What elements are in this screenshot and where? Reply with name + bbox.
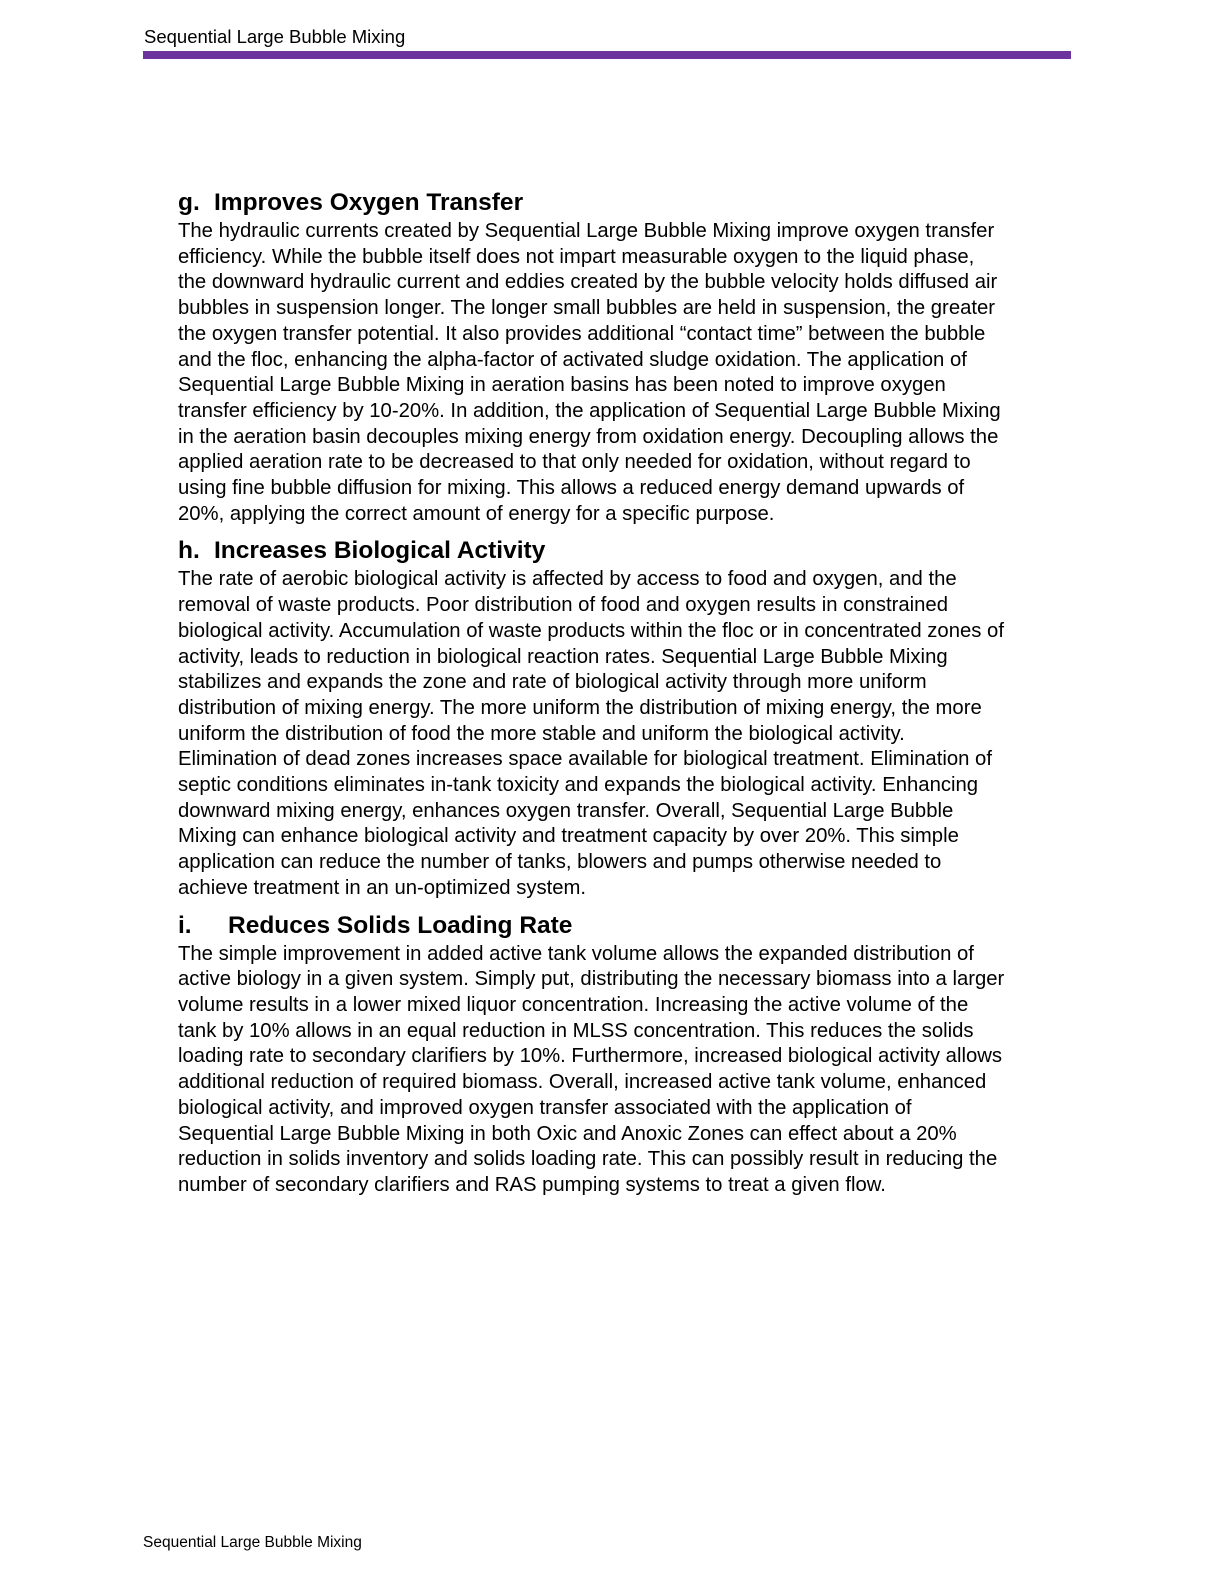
section-heading [178, 909, 1078, 943]
section-paragraph: The simple improvement in added active tank volume allows the expanded distribution of active biology in a given system. Simply put, distributing the necessary biomass into a larger volume results in a lower mixed liquor concentration. Increasing the active volume of the tank by 10% allows in an equal reduction in MLSS concentration. This reduces the solids loading rate to secondary clarifiers by 10%. Furthermore, increased biological activity allows additional reduction of required biomass. Overall, increased active tank volume, enhanced biological activity, and improved oxygen transfer associated with the application of Sequential Large Bubble Mixing in both Oxic and Anoxic Zones can effect about a 20% reduction in solids inventory and solids loading rate. This can possibly result in reducing the number of secondary clarifiers and RAS pumping systems to treat a given flow. [178, 942, 1005, 1196]
page-header [143, 24, 1071, 59]
section-letter: h. [178, 537, 200, 565]
header-rule [143, 51, 1071, 59]
section-h [178, 534, 1078, 901]
section-letter: i. [178, 911, 192, 939]
section-letter: g. [178, 189, 200, 216]
header-title: Sequential Large Bubble Mixing [144, 26, 406, 47]
section-title: Reduces Solids Loading Rate [228, 911, 573, 939]
section-heading [178, 186, 1078, 220]
section-i [178, 909, 1078, 1199]
section-title: Improves Oxygen Transfer [214, 189, 524, 216]
section-paragraph: The rate of aerobic biological activity is affected by access to food and oxygen, and the removal of waste products. Poor distribution of food and oxygen results in constrained biological activity. Accumulation of waste products within the floc or in concentrated zones of activity, leads to reduction in biological reaction rates. Sequential Large Bubble Mixing stabilizes and expands the zone and rate of biological activity through more uniform distribution of mixing energy. The more uniform the distribution of mixing energy, the more uniform the distribution of food the more stable and uniform the biological activity. Elimination of dead zones increases space available for biological treatment. Elimination of septic conditions eliminates in-tank toxicity and expands the biological activity. Enhancing downward mixing energy, enhances oxygen transfer. Overall, Sequential Large Bubble Mixing can enhance biological activity and treatment capacity by over 20%. This simple application can reduce the number of tanks, blowers and pumps otherwise needed to achieve treatment in an un-optimized system. [178, 568, 1004, 899]
document-body [178, 186, 1078, 1206]
section-g [178, 186, 1078, 527]
page-footer: Sequential Large Bubble Mixing [143, 1534, 362, 1551]
section-title: Increases Biological Activity [214, 537, 546, 565]
section-paragraph: The hydraulic currents created by Sequential Large Bubble Mixing improve oxygen transfer efficiency. While the bubble itself does not impart measurable oxygen to the liquid phase, the downward hydraulic current and eddies created by the bubble velocity holds diffused air bubbles in suspension longer. The longer small bubbles are held in suspension, the greater the oxygen transfer potential. It also provides additional “contact time” between the bubble and the floc, enhancing the alpha-factor of activated sludge oxidation. The application of Sequential Large Bubble Mixing in aeration basins has been noted to improve oxygen transfer efficiency by 10-20%. In addition, the application of Sequential Large Bubble Mixing in the aeration basin decouples mixing energy from oxidation energy. Decoupling allows the applied aeration rate to be decreased to that only needed for oxidation, without regard to using fine bubble diffusion for mixing. This allows a reduced energy demand upwards of 20%, applying the correct amount of energy for a specific purpose. [178, 220, 1001, 525]
section-heading [178, 534, 1078, 568]
